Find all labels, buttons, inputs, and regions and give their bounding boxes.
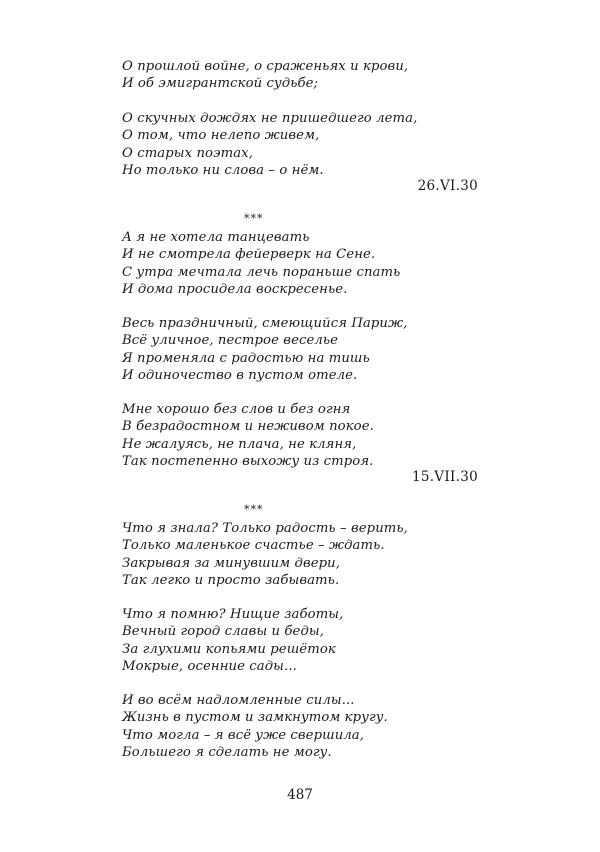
verse-line: Только маленькое счастье – ждать. xyxy=(122,538,385,554)
verse-line: И дома просидела воскресенье. xyxy=(122,282,348,298)
verse-line: О старых поэтах, xyxy=(122,145,253,161)
verse-line: За глухими копьями решёток xyxy=(122,641,336,657)
poem3-stanza2 xyxy=(122,606,343,676)
verse-line: Мне хорошо без слов и без огня xyxy=(122,402,351,417)
poem3-separator: *** xyxy=(244,503,264,516)
verse-line: Но только ни слова – о нём. xyxy=(122,163,324,179)
verse-line: В безрадостном и неживом покое. xyxy=(122,419,374,435)
verse-line: Большего я сделать не могу. xyxy=(122,745,332,761)
page-number: 487 xyxy=(287,787,313,803)
verse-line: Что я знала? Только радость – верить, xyxy=(122,521,408,536)
verse-line: О прошлой войне, о сраженьях и крови, xyxy=(122,59,409,74)
verse-line: Вечный город славы и беды, xyxy=(122,624,325,640)
poem3-stanza3 xyxy=(122,692,388,762)
poem1-stanza1 xyxy=(122,58,408,93)
verse-line: Весь праздничный, смеющийся Париж, xyxy=(122,316,408,331)
poem3-stanza1 xyxy=(122,520,408,590)
verse-line: О том, что нелепо живем, xyxy=(122,128,320,144)
poem1-date: 26.VI.30 xyxy=(417,178,478,194)
verse-line: Мокрые, осенние сады... xyxy=(122,659,297,675)
verse-line: С утра мечтала лечь пораньше спать xyxy=(122,264,401,280)
verse-line: И одиночество в пустом отеле. xyxy=(122,368,358,384)
verse-line: И не смотрела фейерверк на Сене. xyxy=(122,247,376,263)
poem1-stanza2 xyxy=(122,110,417,180)
verse-line: О скучных дождях не пришедшего лета, xyxy=(122,111,418,126)
poem2-date: 15.VII.30 xyxy=(411,469,478,485)
poem2-stanza1 xyxy=(122,229,400,299)
verse-line: Что могла – я всё уже свершила, xyxy=(122,727,365,743)
verse-line: Что я помню? Нищие заботы, xyxy=(122,607,344,622)
verse-line: И об эмигрантской судьбе; xyxy=(122,76,319,92)
verse-line: Закрывая за минувшим двери, xyxy=(122,555,341,571)
verse-line: Не жалуясь, не плача, не кляня, xyxy=(122,436,357,452)
poem2-stanza2 xyxy=(122,315,407,385)
poem2-stanza3 xyxy=(122,401,374,471)
verse-line: Так постепенно выхожу из строя. xyxy=(122,454,374,470)
verse-line: Я променяла с радостью на тишь xyxy=(122,350,370,366)
verse-line: Жизнь в пустом и замкнутом кругу. xyxy=(122,710,388,726)
poem2-separator: *** xyxy=(244,212,264,225)
verse-line: И во всём надломленные силы... xyxy=(122,693,355,708)
verse-line: А я не хотела танцевать xyxy=(122,230,310,245)
verse-line: Так легко и просто забывать. xyxy=(122,573,340,589)
verse-line: Всё уличное, пестрое веселье xyxy=(122,333,339,349)
